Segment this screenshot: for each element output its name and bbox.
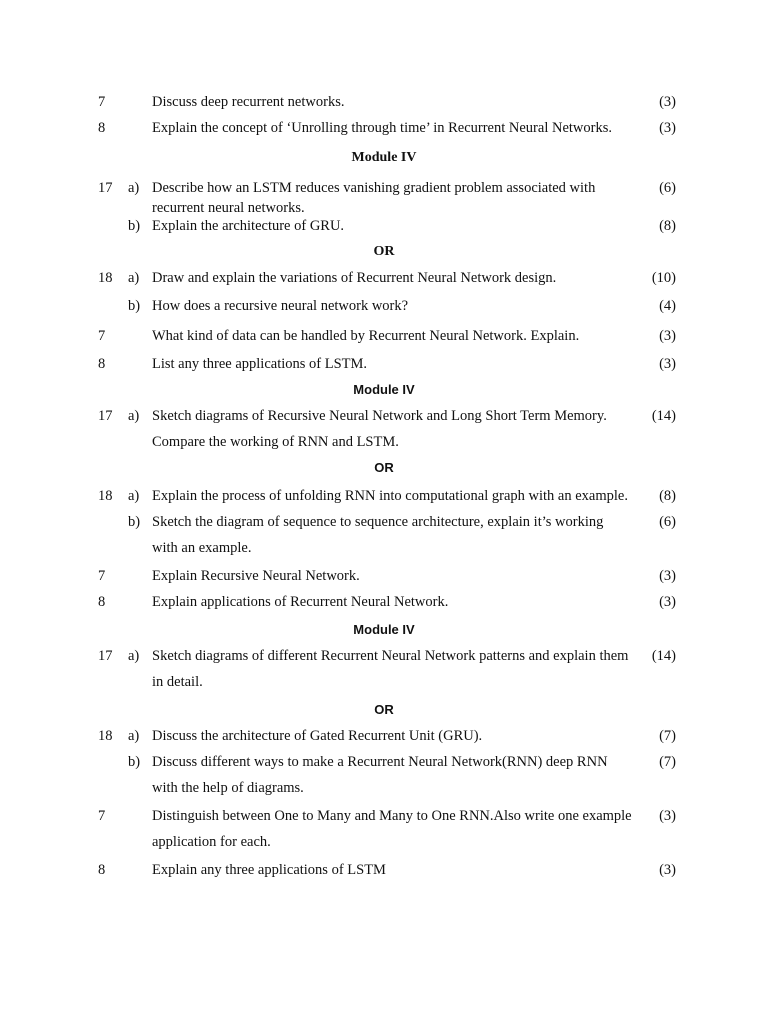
question-number: 17 xyxy=(98,408,113,424)
or-divider: OR xyxy=(374,460,394,475)
question-text: Explain the process of unfolding RNN into computational graph with an example. xyxy=(152,488,628,504)
question-line xyxy=(0,724,768,748)
question-number: 18 xyxy=(98,270,113,286)
question-number: 17 xyxy=(98,180,113,196)
question-text: application for each. xyxy=(152,834,271,850)
marks-label: (14) xyxy=(651,648,676,664)
question-number: 8 xyxy=(98,594,106,610)
question-line xyxy=(0,536,768,560)
marks-label: (7) xyxy=(659,728,676,744)
question-text: List any three applications of LSTM. xyxy=(152,356,368,372)
question-text: What kind of data can be handled by Recurrent Neural Network. Explain. xyxy=(152,328,580,344)
marks-label: (7) xyxy=(659,754,676,770)
sub-question-label: a) xyxy=(128,270,140,286)
marks-label: (10) xyxy=(651,270,676,286)
question-text: Compare the working of RNN and LSTM. xyxy=(152,434,399,450)
question-number: 7 xyxy=(98,808,106,824)
question-line xyxy=(0,590,768,614)
question-line xyxy=(0,116,768,140)
question-number: 18 xyxy=(98,728,113,744)
question-text: How does a recursive neural network work? xyxy=(152,298,409,314)
sub-question-label: a) xyxy=(128,728,140,744)
marks-label: (6) xyxy=(659,180,676,196)
module-heading: Module IV xyxy=(353,622,415,637)
question-text: Describe how an LSTM reduces vanishing gradient problem associated with xyxy=(152,180,596,196)
question-line xyxy=(0,484,768,508)
question-number: 8 xyxy=(98,356,106,372)
marks-label: (3) xyxy=(659,568,676,584)
question-text: Explain the concept of ‘Unrolling through time’ in Recurrent Neural Networks. xyxy=(152,120,612,136)
question-number: 7 xyxy=(98,328,106,344)
marks-label: (8) xyxy=(659,488,676,504)
question-line xyxy=(0,670,768,694)
question-line xyxy=(0,352,768,376)
question-text: Discuss deep recurrent networks. xyxy=(152,94,345,110)
marks-label: (4) xyxy=(659,298,676,314)
question-text: Explain applications of Recurrent Neural Network. xyxy=(152,594,449,610)
question-line xyxy=(0,750,768,774)
question-text: Draw and explain the variations of Recurrent Neural Network design. xyxy=(152,270,557,286)
marks-label: (8) xyxy=(659,218,676,234)
question-text: Sketch the diagram of sequence to sequence architecture, explain it’s working xyxy=(152,514,604,530)
marks-label: (3) xyxy=(659,862,676,878)
module-heading: Module IV xyxy=(351,150,417,165)
marks-label: (6) xyxy=(659,514,676,530)
question-line xyxy=(0,294,768,318)
question-text: recurrent neural networks. xyxy=(152,200,305,216)
sub-question-label: b) xyxy=(128,298,141,314)
question-line xyxy=(0,430,768,454)
question-text: Sketch diagrams of Recursive Neural Network and Long Short Term Memory. xyxy=(152,408,607,424)
or-divider: OR xyxy=(373,244,395,259)
marks-label: (3) xyxy=(659,356,676,372)
sub-question-label: a) xyxy=(128,180,140,196)
question-line xyxy=(0,564,768,588)
question-line xyxy=(0,214,768,238)
question-text: with the help of diagrams. xyxy=(152,780,304,796)
sub-question-label: a) xyxy=(128,488,140,504)
or-divider: OR xyxy=(374,702,394,717)
sub-question-label: b) xyxy=(128,218,141,234)
question-text: Sketch diagrams of different Recurrent Neural Network patterns and explain them xyxy=(152,648,629,664)
question-number: 7 xyxy=(98,568,106,584)
question-line xyxy=(0,324,768,348)
marks-label: (14) xyxy=(651,408,676,424)
marks-label: (3) xyxy=(659,594,676,610)
question-line xyxy=(0,266,768,290)
sub-question-label: a) xyxy=(128,408,140,424)
question-line xyxy=(0,804,768,828)
question-text: Distinguish between One to Many and Many to One RNN.Also write one example xyxy=(152,808,632,824)
question-text: Explain the architecture of GRU. xyxy=(152,218,345,234)
sub-question-label: b) xyxy=(128,754,141,770)
question-number: 18 xyxy=(98,488,113,504)
marks-label: (3) xyxy=(659,808,676,824)
question-text: Discuss the architecture of Gated Recurrent Unit (GRU). xyxy=(152,728,483,744)
sub-question-label: b) xyxy=(128,514,141,530)
question-number: 7 xyxy=(98,94,106,110)
module-heading: Module IV xyxy=(353,382,415,397)
marks-label: (3) xyxy=(659,328,676,344)
question-text: in detail. xyxy=(152,674,203,690)
question-line xyxy=(0,510,768,534)
question-line xyxy=(0,830,768,854)
question-line xyxy=(0,404,768,428)
question-text: Explain Recursive Neural Network. xyxy=(152,568,360,584)
sub-question-label: a) xyxy=(128,648,140,664)
question-text: Explain any three applications of LSTM xyxy=(152,862,386,878)
question-line xyxy=(0,776,768,800)
question-number: 17 xyxy=(98,648,113,664)
question-text: with an example. xyxy=(152,540,252,556)
question-number: 8 xyxy=(98,862,106,878)
marks-label: (3) xyxy=(659,120,676,136)
marks-label: (3) xyxy=(659,94,676,110)
question-line xyxy=(0,90,768,114)
question-text: Discuss different ways to make a Recurrent Neural Network(RNN) deep RNN xyxy=(152,754,608,770)
question-line xyxy=(0,644,768,668)
question-line xyxy=(0,858,768,882)
question-number: 8 xyxy=(98,120,106,136)
